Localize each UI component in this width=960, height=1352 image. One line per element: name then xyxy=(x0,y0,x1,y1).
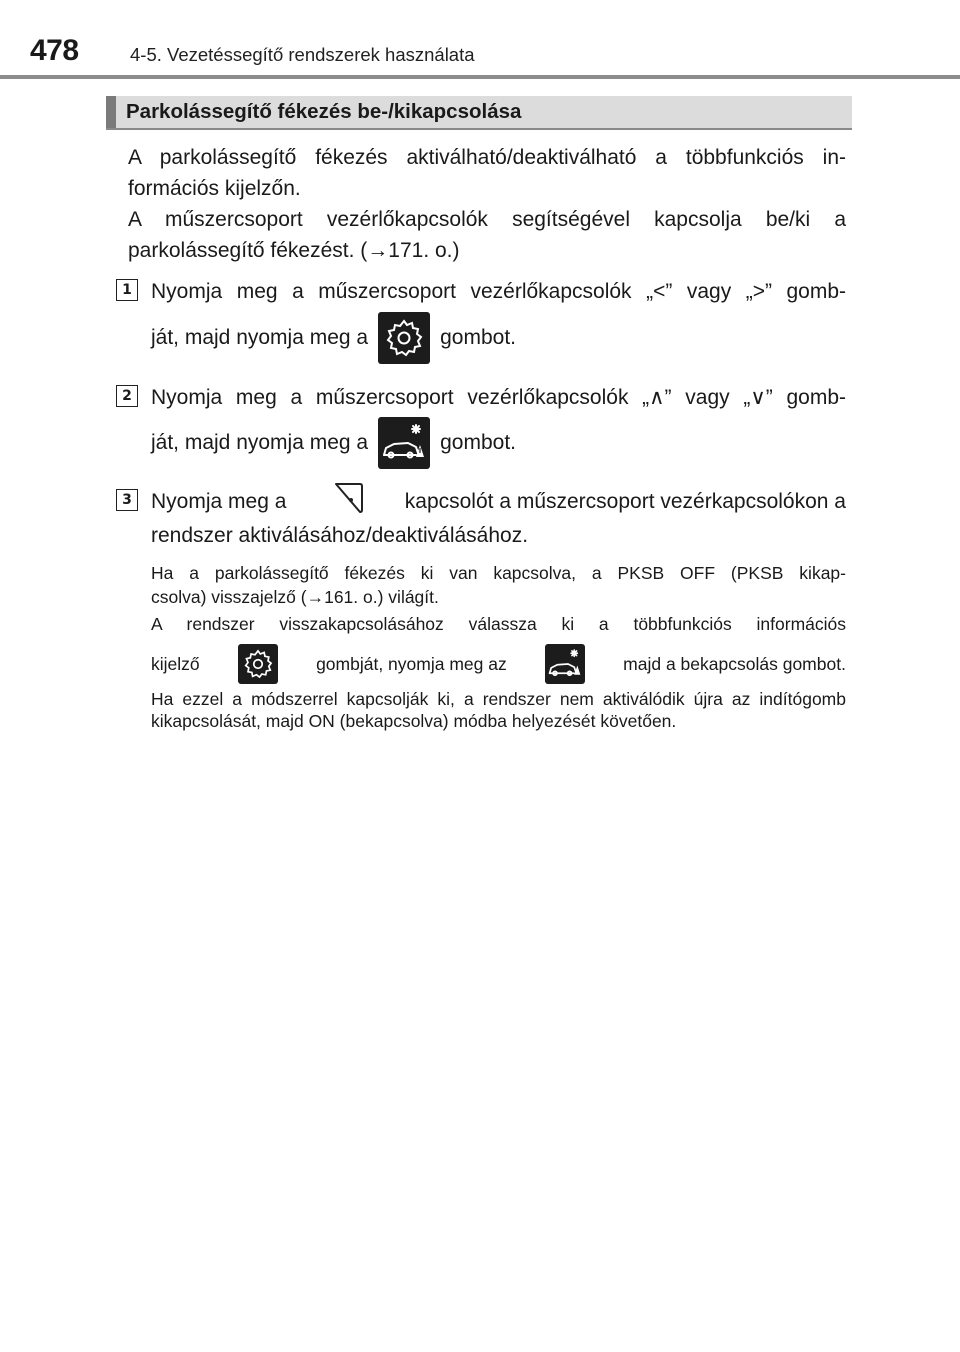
car-sensor-icon xyxy=(545,644,585,684)
page-number: 478 xyxy=(30,34,79,67)
step-1-text-before-icon: ját, majd nyomja meg a xyxy=(151,326,369,349)
note-text: majd a bekapcsolás gombot. xyxy=(623,654,846,674)
step-1-line-2 xyxy=(151,311,846,365)
note-text: kijelző xyxy=(151,654,200,674)
section-heading-bar xyxy=(106,96,852,130)
section-heading-accent xyxy=(106,96,116,128)
settings-gear-icon xyxy=(238,644,278,684)
car-sensor-icon xyxy=(378,417,430,469)
header-divider xyxy=(0,75,960,79)
note-line: A rendszer visszakapcsolásához válassza ki a többfunkciós információs xyxy=(151,614,846,634)
step-number-badge: 1 xyxy=(116,279,138,301)
settings-gear-icon xyxy=(378,312,430,364)
step-2-line-1: Nyomja meg a műszercsoport vezérlőkapcsolók „∧” vagy „∨” gomb- xyxy=(151,386,846,409)
section-title: Parkolássegítő fékezés be-/kikapcsolása xyxy=(126,100,522,123)
note-line: csolva) visszajelző (→161. o.) világít. xyxy=(151,587,439,607)
note-paragraph: Ha ezzel a módszerrel kapcsolják ki, a rendszer nem aktiválódik újra az indítógomb kikapcsolását, majd ON (bekapcsolva) módba helyezését követően. xyxy=(151,689,846,731)
step-3-line-2: rendszer aktiválásához/deaktiválásához. xyxy=(151,524,529,547)
note-line-with-icons xyxy=(151,642,846,686)
step-3-text-before-icon: Nyomja meg a xyxy=(151,490,287,513)
step-1-text-after-icon: gombot. xyxy=(440,326,516,349)
intro-paragraph xyxy=(128,142,846,266)
step-2-text-after-icon: gombot. xyxy=(440,431,516,454)
enter-button-icon xyxy=(326,478,366,527)
step-number-badge: 2 xyxy=(116,385,138,407)
step-3-text-after-icon: kapcsolót a műszercsoport vezérkapcsolókon a xyxy=(404,490,846,513)
step-1-line-1: Nyomja meg a műszercsoport vezérlőkapcsolók „<” vagy „>” gomb- xyxy=(151,280,846,303)
step-3-line-1 xyxy=(151,482,846,522)
step-number-badge: 3 xyxy=(116,489,138,511)
intro-line: A parkolássegítő fékezés aktiválható/deaktiválható a többfunkciós in- xyxy=(128,146,846,169)
step-2-line-2 xyxy=(151,416,846,470)
note-line: Ha a parkolássegítő fékezés ki van kapcsolva, a PKSB OFF (PKSB kikap- xyxy=(151,563,846,583)
intro-line: parkolássegítő fékezést. (→171. o.) xyxy=(128,239,460,262)
step-2-text-before-icon: ját, majd nyomja meg a xyxy=(151,431,369,454)
running-head: 4-5. Vezetéssegítő rendszerek használata xyxy=(130,44,475,65)
intro-line: formációs kijelzőn. xyxy=(128,177,301,200)
note-text: gombját, nyomja meg az xyxy=(316,654,507,674)
intro-line: A műszercsoport vezérlőkapcsolók segítségével kapcsolja be/ki a xyxy=(128,208,846,231)
